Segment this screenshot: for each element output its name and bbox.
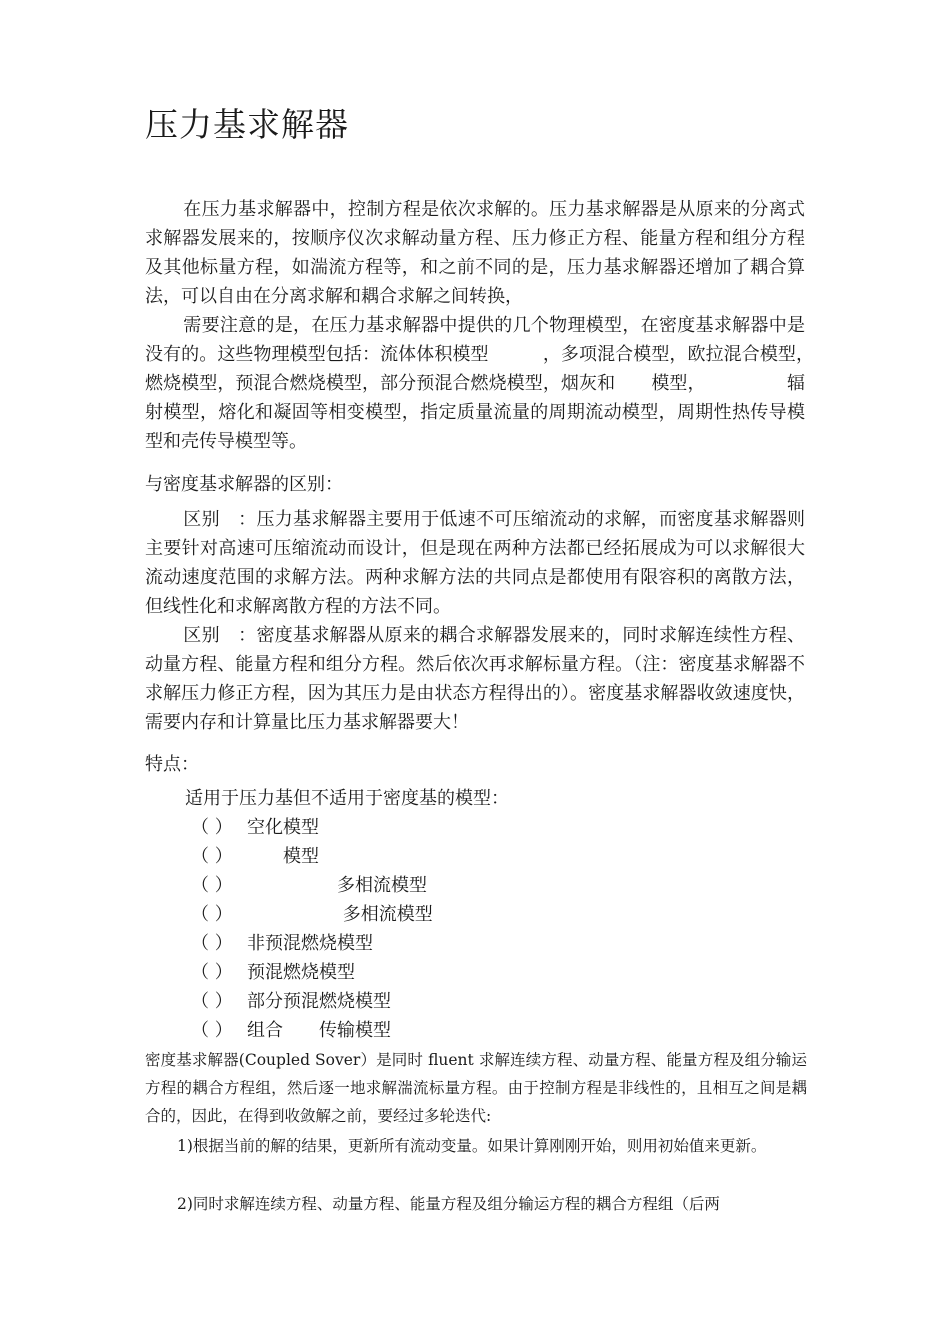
difference-paragraph-1 <box>145 505 805 621</box>
list-item: （ ） 部分预混燃烧模型 <box>191 991 391 1012</box>
list-item: （ ） 模型 <box>191 846 319 867</box>
difference-paragraph-2 <box>145 621 805 737</box>
intro-paragraph-2-text: 需要注意的是，在压力基求解器中提供的几个物理模型，在密度基求解器中是没有的。这些物理模型包括：流体体积模型 ，多项混合模型，欧拉混合模型， 燃烧模型，预混合燃烧模型，部分预混合燃烧模型，烟灰和 模型， 辐射模型，熔化和凝固等相变模型，指定质量流量的周期流动模型，周期性热传导模型和壳传导模型等。 <box>145 315 841 452</box>
list-item: （ ） 多相流模型 <box>191 875 427 896</box>
list-item: （ ） 空化模型 <box>191 817 319 838</box>
page-title: 压力基求解器 <box>145 105 349 144</box>
difference-paragraph-1-text: 区别 ：压力基求解器主要用于低速不可压缩流动的求解，而密度基求解器则主要针对高速可压缩流动而设计，但是现在两种方法都已经拓展成为可以求解很大流动速度范围的求解方法。两种求解方法的共同点是都使用有限容积的离散方法，但线性化和求解离散方程的方法不同。 <box>145 509 805 617</box>
list-item: （ ） 组合 传输模型 <box>191 1020 391 1041</box>
intro-paragraph-1 <box>145 195 805 311</box>
coupled-solver-paragraph: 密度基求解器(Coupled Sover）是同时 fluent 求解连续方程、动量方程、能量方程及组分输运方程的耦合方程组，然后逐一地求解湍流标量方程。由于控制方程是非线性的，且相互之间是耦合的，因此，在得到收敛解之前，要经过多轮迭代: <box>145 1051 807 1125</box>
step-2-text: 2)同时求解连续方程、动量方程、能量方程及组分输运方程的耦合方程组（后两 <box>177 1195 720 1213</box>
list-item: （ ） 预混燃烧模型 <box>191 962 355 983</box>
step-1-paragraph <box>145 1132 807 1160</box>
features-heading: 特点： <box>145 754 199 775</box>
intro-paragraph-2 <box>145 311 841 456</box>
difference-paragraph-2-text: 区别 ：密度基求解器从原来的耦合求解器发展来的，同时求解连续性方程、动量方程、能量方程和组分方程。然后依次再求解标量方程。（注：密度基求解器不求解压力修正方程，因为其压力是由状态方程得出的）。密度基求解器收敛速度快，需要内存和计算量比压力基求解器要大！ <box>145 625 805 733</box>
list-item: （ ） 多相流模型 <box>191 904 433 925</box>
difference-heading: 与密度基求解器的区别： <box>145 474 343 495</box>
step-2-paragraph <box>145 1190 807 1218</box>
list-item: （ ） 非预混燃烧模型 <box>191 933 373 954</box>
features-intro: 适用于压力基但不适用于密度基的模型： <box>185 788 509 809</box>
step-1-text: 1)根据当前的解的结果，更新所有流动变量。如果计算刚刚开始，则用初始值来更新。 <box>177 1137 767 1155</box>
intro-paragraph-1-text: 在压力基求解器中，控制方程是依次求解的。压力基求解器是从原来的分离式求解器发展来的，按顺序仪次求解动量方程、压力修正方程、能量方程和组分方程及其他标量方程，如湍流方程等，和之前不同的是，压力基求解器还增加了耦合算法，可以自由在分离求解和耦合求解之间转换， <box>145 199 805 307</box>
